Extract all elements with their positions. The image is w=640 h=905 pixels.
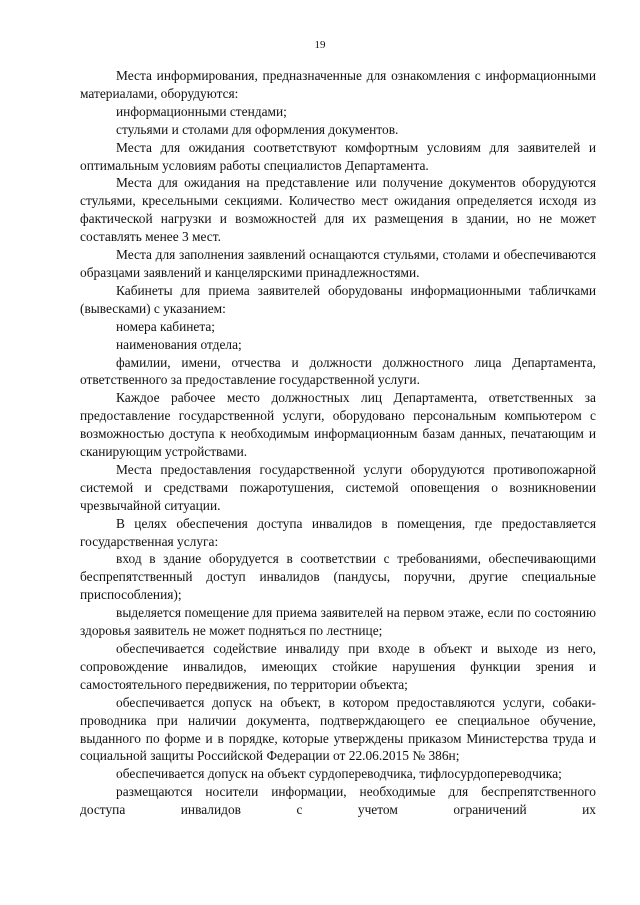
paragraph: Места для ожидания на представление или получение документов оборудуются стульями, кресельными секциями. Количество мест ожидания определяется исходя из фактической нагрузки и возможностей для их размещения в здании, но не может составлять менее 3 мест. [80, 175, 596, 245]
paragraph: наименования отдела; [116, 336, 242, 352]
paragraph: Места для заполнения заявлений оснащаются стульями, столами и обеспечиваются образцами заявлений и канцелярскими принадлежностями. [80, 247, 596, 280]
paragraph: Места предоставления государственной услуги оборудуются противопожарной системой и средствами пожаротушения, системой оповещения о возникновении чрезвычайной ситуации. [80, 461, 596, 513]
paragraph: Места информирования, предназначенные для ознакомления с информационными материалами, оборудуются: [80, 68, 596, 101]
paragraph: обеспечивается допуск на объект, в котором предоставляются услуги, собаки-проводника при наличии документа, подтверждающего ее специальное обучение, выданного по форме и в порядке, которые утверждены приказом Министерства труда и социальной защиты Российской Федерации от 22.06.2015 № 386н; [80, 694, 596, 764]
paragraph: Места для ожидания соответствуют комфортным условиям для заявителей и оптимальным условиям работы специалистов Департамента. [80, 139, 596, 173]
paragraph: стульями и столами для оформления документов. [116, 121, 399, 137]
paragraph: фамилии, имени, отчества и должности должностного лица Департамента, ответственного за предоставление государственной услуги. [80, 354, 596, 388]
page-number: 19 [314, 39, 326, 51]
paragraph: вход в здание оборудуется в соответствии с требованиями, обеспечивающими беспрепятственный доступ инвалидов (пандусы, поручни, другие специальные приспособления); [80, 551, 596, 603]
paragraph: выделяется помещение для приема заявителей на первом этаже, если по состоянию здоровья заявитель не может подняться по лестнице; [80, 605, 596, 639]
paragraph: Кабинеты для приема заявителей оборудованы информационными табличками (вывесками) с указанием: [80, 282, 596, 316]
body-text [80, 67, 596, 819]
paragraph: обеспечивается допуск на объект сурдопереводчика, тифлосурдопереводчика; [116, 766, 562, 782]
paragraph: Каждое рабочее место должностных лиц Департамента, ответственных за предоставление государственной услуги, оборудовано персональным компьютером с возможностью доступа к необходимым информационным базам данных, печатающим и сканирующим устройствами. [80, 390, 596, 460]
paragraph: В целях обеспечения доступа инвалидов в помещения, где предоставляется государственная услуга: [80, 515, 596, 549]
paragraph: информационными стендами; [116, 103, 287, 119]
paragraph: номера кабинета; [116, 318, 216, 334]
paragraph: обеспечивается содействие инвалиду при входе в объект и выходе из него, сопровождение инвалидов, имеющих стойкие нарушения функции зрения и самостоятельного передвижения, по территории объекта; [80, 641, 596, 692]
paragraph: размещаются носители информации, необходимые для беспрепятственного доступа инвалидов с учетом ограничений их [80, 784, 596, 818]
